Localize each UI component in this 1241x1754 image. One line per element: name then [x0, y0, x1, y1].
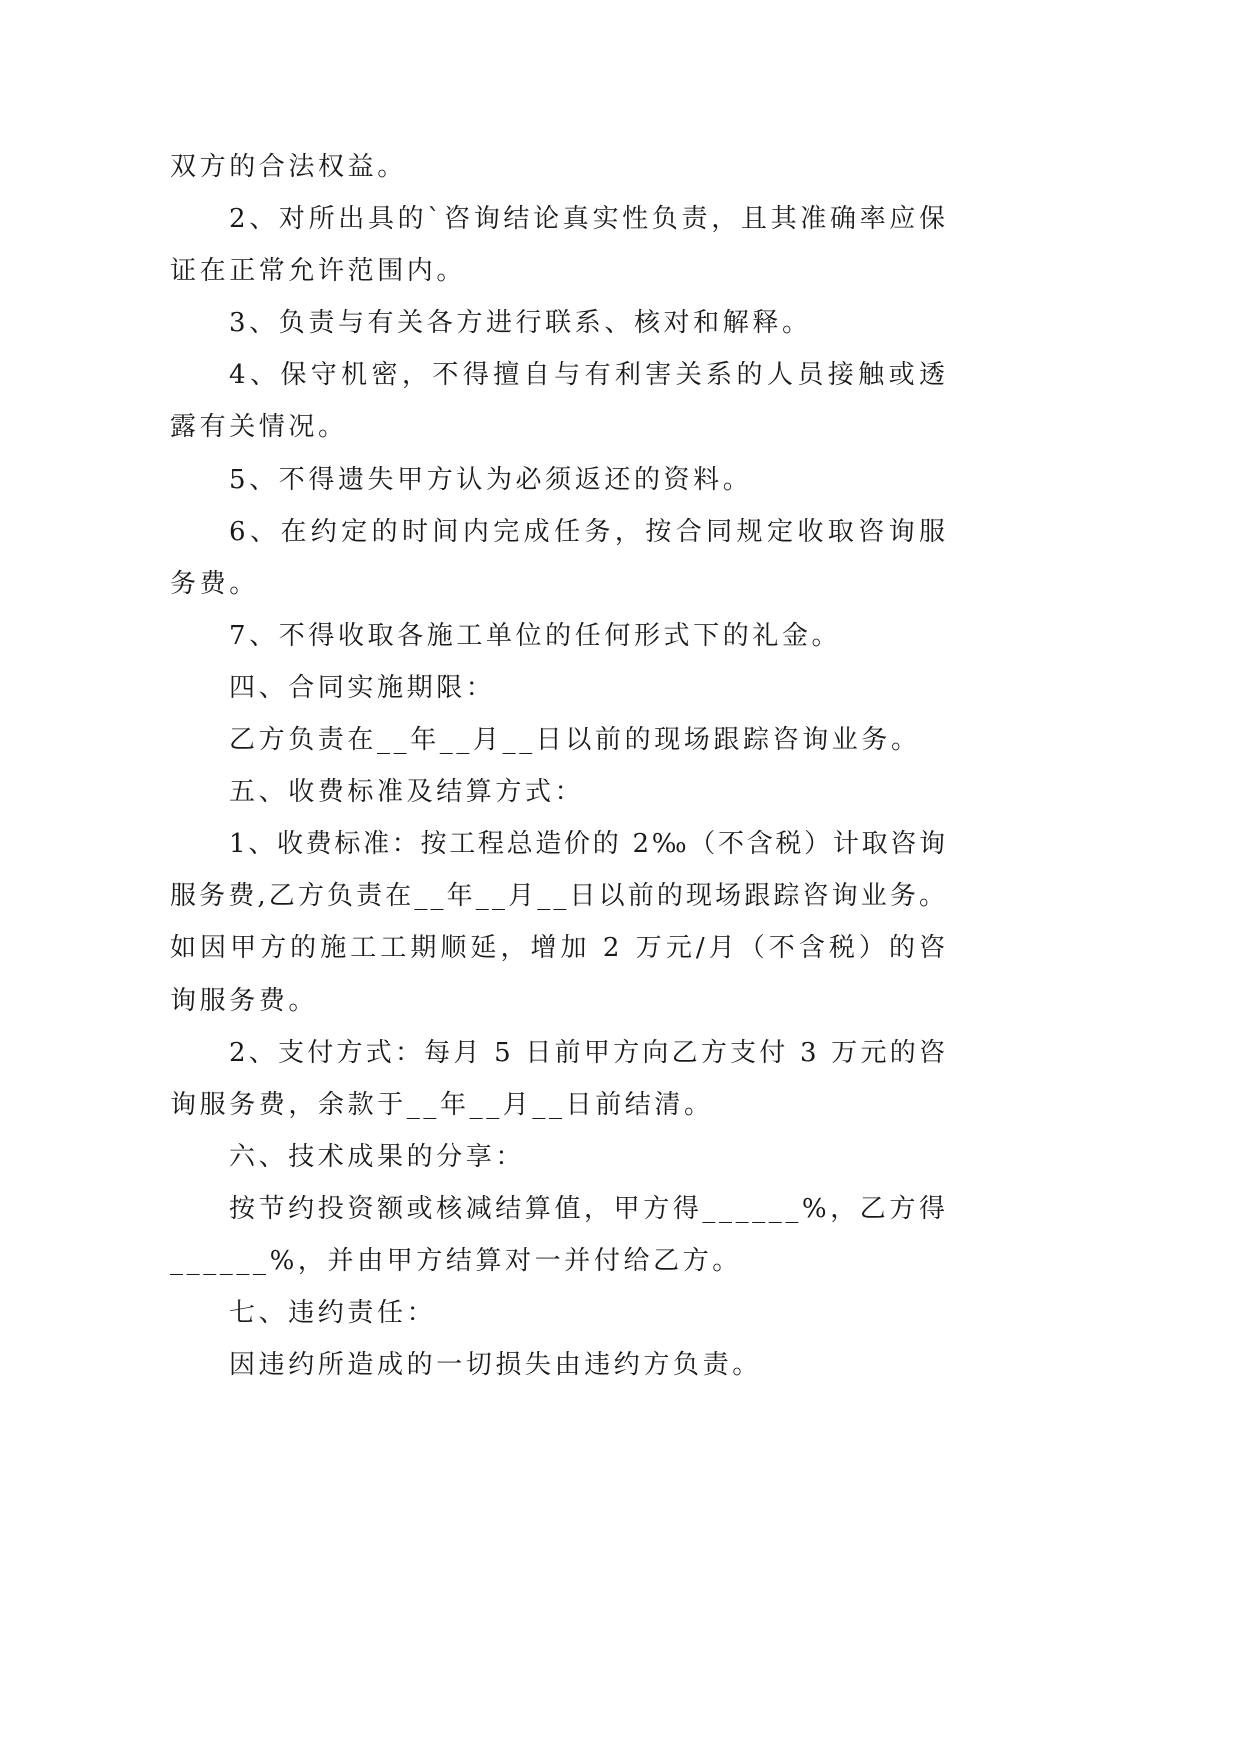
- text-line: 七、违约责任：: [229, 1298, 437, 1329]
- clause-item-7: [170, 610, 945, 662]
- text-line: 双方的合法权益。: [170, 152, 407, 182]
- clause-item-6: [170, 506, 950, 610]
- text-line: 3、负责与有关各方进行联系、核对和解释。: [229, 308, 812, 339]
- clause-item-4: [170, 349, 950, 453]
- text-line: 2、对所出具的`咨询结论真实性负责，且其准确率应保: [229, 204, 949, 235]
- term-paragraph: [170, 714, 945, 766]
- fee-item-1: [170, 818, 950, 1026]
- text-line: 询服务费。: [170, 985, 319, 1016]
- clause-item-2: [170, 193, 949, 297]
- text-line: 服务费,乙方负责在__年__月__日以前的现场跟踪咨询业务。: [170, 881, 949, 912]
- clause-item-3: [170, 297, 945, 349]
- text-line: 7、不得收取各施工单位的任何形式下的礼金。: [229, 620, 842, 651]
- text-line: 务费。: [170, 568, 259, 599]
- text-line: 如因甲方的施工工期顺延，增加 2 万元/月（不含税）的咨: [170, 933, 950, 964]
- document-page: [170, 141, 950, 1391]
- text-line: 2、支付方式：每月 5 日前甲方向乙方支付 3 万元的咨: [229, 1037, 949, 1068]
- text-line: 5、不得遗失甲方认为必须返还的资料。: [229, 464, 753, 495]
- text-line: 四、合同实施期限：: [229, 672, 496, 703]
- fee-item-2: [170, 1027, 949, 1131]
- section-heading-fees: [170, 766, 945, 818]
- results-sharing-paragraph: [170, 1183, 949, 1287]
- clause-item-5: [170, 454, 945, 506]
- text-line: 六、技术成果的分享：: [229, 1141, 526, 1172]
- liability-paragraph: [170, 1339, 945, 1391]
- text-line: 6、在约定的时间内完成任务，按合同规定收取咨询服: [229, 516, 950, 547]
- text-line: 证在正常允许范围内。: [170, 256, 467, 287]
- section-heading-results-sharing: [170, 1131, 945, 1183]
- section-heading-term: [170, 662, 945, 714]
- text-line: 按节约投资额或核减结算值，甲方得______%，乙方得: [229, 1193, 949, 1224]
- text-line: 露有关情况。: [170, 412, 348, 443]
- text-line: 1、收费标准：按工程总造价的 2‰（不含税）计取咨询: [229, 829, 948, 860]
- text-line: 询服务费，余款于__年__月__日前结清。: [170, 1089, 714, 1120]
- text-line: 因违约所造成的一切损失由违约方负责。: [229, 1350, 762, 1381]
- continued-paragraph: [170, 141, 945, 193]
- text-line: 乙方负责在__年__月__日以前的现场跟踪咨询业务。: [229, 725, 921, 756]
- section-heading-liability: [170, 1287, 945, 1339]
- text-line: ______%，并由甲方结算对一并付给乙方。: [170, 1245, 742, 1276]
- text-line: 五、收费标准及结算方式：: [229, 777, 585, 808]
- text-line: 4、保守机密，不得擅自与有利害关系的人员接触或透: [229, 360, 950, 391]
